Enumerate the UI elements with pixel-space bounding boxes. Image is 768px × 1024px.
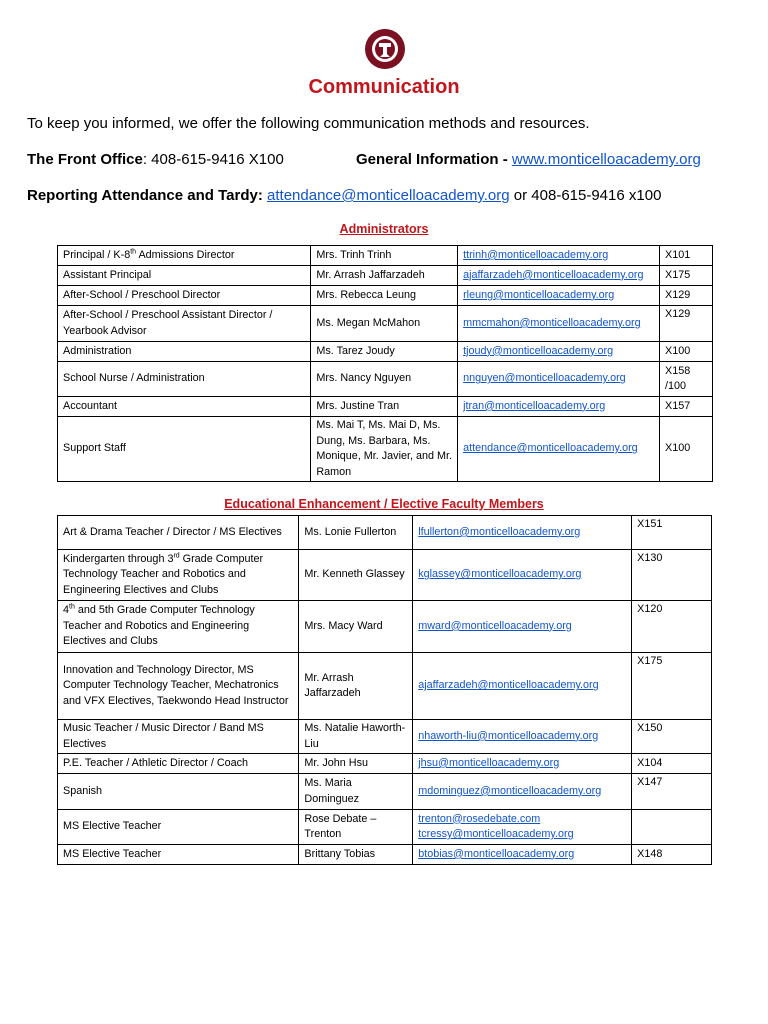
general-info-label: General Information -	[356, 151, 512, 168]
role-cell	[58, 810, 299, 845]
email-link[interactable]: ttrinh@monticelloacademy.org	[463, 248, 609, 261]
role-text-continued: Admissions Director	[136, 248, 235, 261]
table-row	[58, 306, 713, 342]
table-row	[58, 601, 712, 653]
role-text: 4	[63, 604, 70, 617]
table-row	[58, 397, 713, 417]
role-text: Music Teacher / Music Director / Band MS Electives	[63, 722, 264, 750]
attendance-line	[27, 187, 661, 204]
extension-cell	[660, 397, 713, 417]
email-cell	[413, 550, 632, 601]
role-text-continued: Grade Computer Technology Teacher and Robotics and Engineering Electives and Clubs	[63, 552, 264, 596]
email-cell	[458, 246, 660, 266]
extension-cell	[632, 601, 712, 653]
monticello-academy-logo	[364, 28, 406, 70]
email-cell	[413, 653, 632, 720]
name-cell	[311, 286, 458, 306]
name-cell	[299, 601, 413, 653]
faculty-heading: Educational Enhancement / Elective Faculty Members	[224, 497, 544, 511]
extension-cell	[632, 774, 712, 810]
name-text: Rose Debate – Trenton	[304, 812, 377, 840]
role-text: MS Elective Teacher	[63, 847, 162, 860]
faculty-table	[57, 515, 712, 865]
name-text: Mr. Arrash Jaffarzadeh	[304, 671, 361, 699]
table-row	[58, 417, 713, 482]
administrators-heading: Administrators	[339, 222, 429, 236]
table-row	[58, 720, 712, 754]
administrators-table	[57, 245, 713, 482]
name-text: Mr. Arrash Jaffarzadeh	[316, 268, 425, 281]
name-text: Ms. Natalie Haworth-Liu	[304, 722, 406, 750]
name-text: Mrs. Justine Tran	[316, 399, 400, 412]
extension-cell	[632, 653, 712, 720]
name-text: Ms. Megan McMahon	[316, 316, 421, 329]
name-cell	[299, 516, 413, 550]
role-cell	[58, 362, 311, 397]
front-office-label: The Front Office	[27, 151, 143, 168]
front-office-value: : 408-615-9416 X100	[142, 151, 284, 168]
role-text: Innovation and Technology Director, MS Computer Technology Teacher, Mechatronics and VFX Electives, Taekwondo Head Instructor	[63, 663, 289, 707]
extension-text: X175	[665, 268, 691, 281]
table-row	[58, 754, 712, 774]
email-link[interactable]: nnguyen@monticelloacademy.org	[463, 372, 626, 385]
role-text: Art & Drama Teacher / Director / MS Electives	[63, 525, 282, 538]
email-link[interactable]: jtran@monticelloacademy.org	[463, 399, 606, 412]
extension-text: X158 /100	[665, 364, 691, 392]
extension-cell	[632, 754, 712, 774]
email-cell	[458, 306, 660, 342]
email-cell	[458, 417, 660, 482]
email-cell	[458, 342, 660, 362]
name-cell	[311, 342, 458, 362]
name-cell	[311, 246, 458, 266]
email-link[interactable]: kglassey@monticelloacademy.org	[418, 568, 582, 581]
attendance-label: Reporting Attendance and Tardy:	[27, 187, 263, 204]
role-cell	[58, 397, 311, 417]
extension-text: X148	[637, 847, 663, 860]
table-row	[58, 286, 713, 306]
email-cell	[413, 754, 632, 774]
email-link[interactable]: ajaffarzadeh@monticelloacademy.org	[463, 268, 644, 281]
extension-text: X129	[665, 308, 691, 320]
name-text: Mrs. Rebecca Leung	[316, 288, 416, 301]
role-superscript: rd	[173, 552, 180, 560]
role-cell	[58, 754, 299, 774]
email-link[interactable]: mmcmahon@monticelloacademy.org	[463, 316, 641, 329]
name-cell	[299, 720, 413, 754]
email-cell	[458, 397, 660, 417]
name-cell	[311, 397, 458, 417]
name-cell	[299, 653, 413, 720]
email-cell	[413, 601, 632, 653]
name-cell	[299, 550, 413, 601]
role-text: Accountant	[63, 399, 118, 412]
email-link[interactable]: trenton@rosedebate.com	[418, 812, 541, 825]
name-cell	[311, 306, 458, 342]
email-link[interactable]: mward@monticelloacademy.org	[418, 619, 572, 632]
extension-cell	[660, 362, 713, 397]
email-link[interactable]: btobias@monticelloacademy.org	[418, 847, 575, 860]
table-row	[58, 774, 712, 810]
role-text: Assistant Principal	[63, 268, 152, 281]
extension-text: X100	[665, 344, 691, 357]
table-row	[58, 653, 712, 720]
role-superscript: th	[69, 603, 75, 611]
name-cell	[299, 810, 413, 845]
email-link[interactable]: nhaworth-liu@monticelloacademy.org	[418, 729, 599, 742]
role-text: MS Elective Teacher	[63, 820, 162, 833]
table-row	[58, 810, 712, 845]
name-text: Brittany Tobias	[304, 847, 376, 860]
name-text: Mr. John Hsu	[304, 756, 369, 769]
email-link[interactable]: tjoudy@monticelloacademy.org	[463, 344, 614, 357]
role-text: School Nurse / Administration	[63, 372, 205, 385]
email-link[interactable]: mdominguez@monticelloacademy.org	[418, 784, 602, 797]
role-cell	[58, 653, 299, 720]
email-cell	[413, 774, 632, 810]
name-text: Mrs. Macy Ward	[304, 619, 383, 632]
extension-cell	[632, 516, 712, 550]
name-text: Mr. Kenneth Glassey	[304, 568, 405, 581]
extension-cell	[660, 266, 713, 286]
role-cell	[58, 342, 311, 362]
table-row	[58, 266, 713, 286]
attendance-email-link[interactable]: attendance@monticelloacademy.org	[267, 187, 510, 204]
extension-cell	[660, 246, 713, 266]
extension-text: X120	[637, 603, 663, 615]
name-cell	[299, 774, 413, 810]
name-text: Ms. Mai T, Ms. Mai D, Ms. Dung, Ms. Barbara, Ms. Monique, Mr. Javier, and Mr. Ramon	[316, 419, 452, 478]
extension-text: X129	[665, 288, 691, 301]
extension-cell	[660, 306, 713, 342]
email-link-secondary[interactable]: tcressy@monticelloacademy.org	[418, 828, 574, 840]
role-cell	[58, 266, 311, 286]
extension-text: X150	[637, 722, 663, 734]
role-text: Spanish	[63, 784, 103, 797]
email-cell	[413, 845, 632, 865]
name-text: Ms. Maria Dominguez	[304, 777, 360, 805]
general-info	[356, 151, 701, 168]
name-text: Ms. Tarez Joudy	[316, 344, 395, 357]
table-row	[58, 362, 713, 397]
extension-cell	[632, 810, 712, 845]
email-cell	[413, 516, 632, 550]
name-cell	[311, 417, 458, 482]
role-cell	[58, 516, 299, 550]
email-cell	[413, 720, 632, 754]
role-cell	[58, 774, 299, 810]
role-text: Principal / K-8	[63, 248, 131, 261]
name-cell	[311, 362, 458, 397]
name-text: Mrs. Nancy Nguyen	[316, 372, 412, 385]
extension-text: X100	[665, 442, 691, 455]
email-cell	[458, 266, 660, 286]
email-cell	[458, 286, 660, 306]
table-row	[58, 342, 713, 362]
role-text: Support Staff	[63, 442, 126, 455]
role-cell	[58, 720, 299, 754]
role-cell	[58, 286, 311, 306]
role-text: P.E. Teacher / Athletic Director / Coach	[63, 756, 249, 769]
extension-text: X147	[637, 776, 663, 788]
table-row	[58, 246, 713, 266]
front-office-line	[27, 151, 701, 168]
email-link[interactable]: attendance@monticelloacademy.org	[463, 442, 638, 455]
website-link[interactable]: www.monticelloacademy.org	[511, 151, 701, 168]
role-cell	[58, 601, 299, 653]
extension-cell	[660, 342, 713, 362]
role-cell	[58, 246, 311, 266]
extension-cell	[632, 720, 712, 754]
email-link[interactable]: rleung@monticelloacademy.org	[463, 288, 615, 301]
email-link[interactable]: ajaffarzadeh@monticelloacademy.org	[418, 679, 599, 692]
extension-text: X151	[637, 518, 663, 530]
name-text: Ms. Lonie Fullerton	[304, 525, 397, 538]
email-cell	[458, 362, 660, 397]
table-row	[58, 550, 712, 601]
role-text: Administration	[63, 344, 132, 357]
table-row	[58, 845, 712, 865]
extension-cell	[632, 845, 712, 865]
role-cell	[58, 306, 311, 342]
extension-text: X104	[637, 756, 663, 769]
page-title: Communication	[308, 76, 460, 98]
extension-text: X175	[637, 655, 663, 667]
email-cell	[413, 810, 632, 845]
role-cell	[58, 845, 299, 865]
extension-cell	[660, 286, 713, 306]
role-text: After-School / Preschool Assistant Director / Yearbook Advisor	[63, 309, 273, 337]
intro-text: To keep you informed, we offer the following communication methods and resources.	[27, 115, 590, 132]
extension-cell	[660, 417, 713, 482]
attendance-phone: or 408-615-9416 x100	[509, 187, 662, 204]
name-text: Mrs. Trinh Trinh	[316, 248, 392, 261]
name-cell	[299, 754, 413, 774]
extension-text: X130	[637, 552, 663, 564]
role-superscript: th	[130, 248, 137, 256]
role-text: After-School / Preschool Director	[63, 288, 221, 301]
role-cell	[58, 550, 299, 601]
role-text-continued: and 5th Grade Computer Technology Teacher and Robotics and Engineering Electives and Clubs	[63, 604, 255, 648]
role-text: Kindergarten through 3	[63, 552, 174, 565]
extension-cell	[632, 550, 712, 601]
name-cell	[299, 845, 413, 865]
email-link[interactable]: lfullerton@monticelloacademy.org	[418, 525, 581, 538]
role-cell	[58, 417, 311, 482]
extension-text: X101	[665, 248, 691, 261]
email-link[interactable]: jhsu@monticelloacademy.org	[418, 756, 560, 769]
extension-text: X157	[665, 399, 691, 412]
name-cell	[311, 266, 458, 286]
table-row	[58, 516, 712, 550]
